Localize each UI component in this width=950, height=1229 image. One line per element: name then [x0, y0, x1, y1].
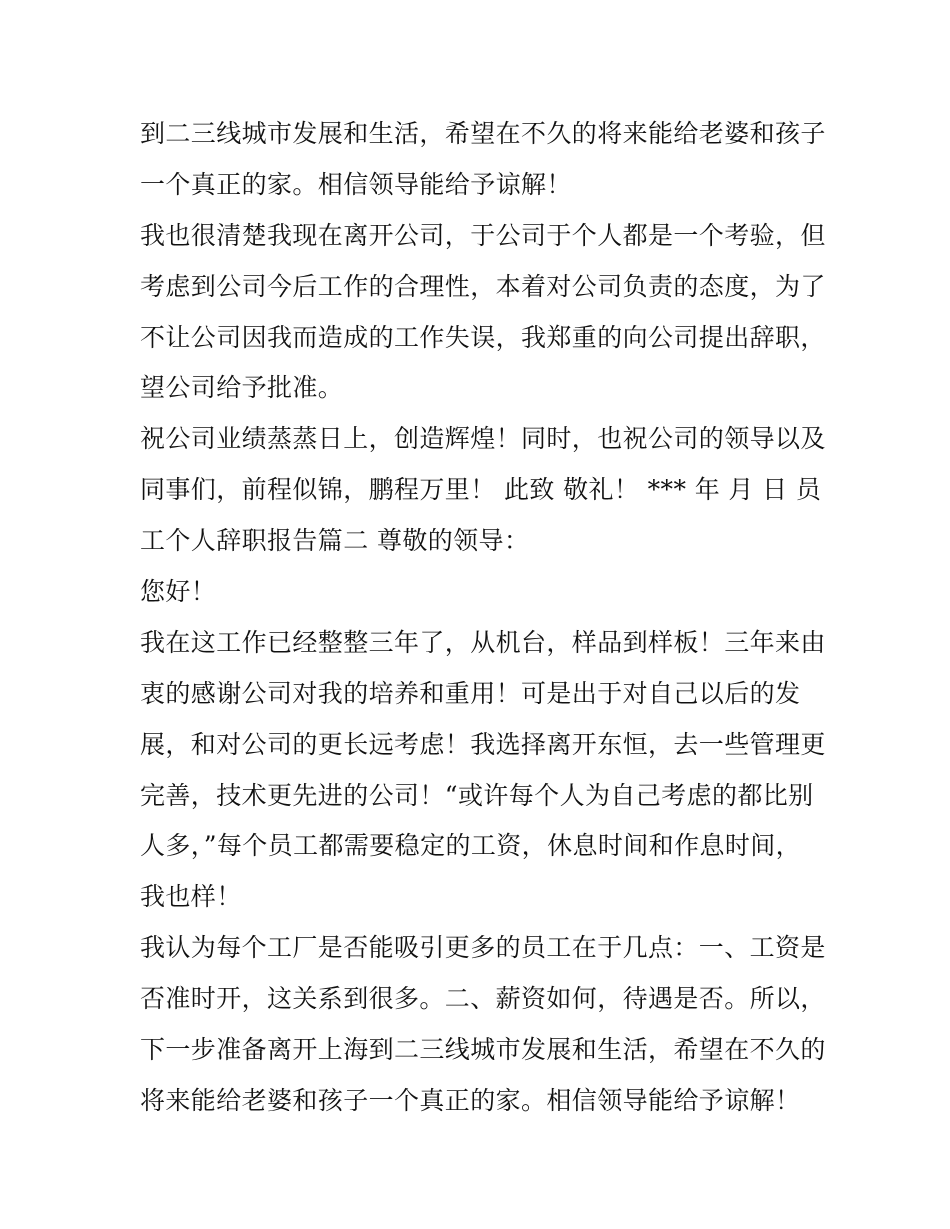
body-text [140, 109, 826, 1127]
text-line: 我在这工作已经整整三年了，从机台，样品到样板！三年来由 [140, 627, 826, 657]
text-line: 您好！ [140, 577, 217, 607]
text-line: 考虑到公司今后工作的合理性，本着对公司负责的态度，为了 [140, 271, 826, 301]
text-line: 展，和对公司的更长远考虑！我选择离开东恒，去一些管理更 [140, 729, 826, 759]
text-line: 到二三线城市发展和生活，希望在不久的将来能给老婆和孩子 [140, 119, 826, 148]
text-line: 人多，”每个员工都需要稳定的工资，休息时间和作息时间， [140, 831, 802, 861]
text-line: 完善，技术更先进的公司！“或许每个人为自己考虑的都比别 [140, 780, 814, 810]
text-line: 下一步准备离开上海到二三线城市发展和生活，希望在不久的 [140, 1035, 826, 1065]
text-line: 祝公司业绩蒸蒸日上，创造辉煌！同时，也祝公司的领导以及 [140, 424, 826, 454]
text-line: 一个真正的家。相信领导能给予谅解！ [140, 169, 572, 199]
text-line: 望公司给予批准。 [140, 373, 344, 403]
text-line: 不让公司因我而造成的工作失误，我郑重的向公司提出辞职， [140, 322, 826, 352]
text-line: 我认为每个工厂是否能吸引更多的员工在于几点：一、工资是 [140, 933, 826, 963]
text-line: 工个人辞职报告篇二 尊敬的领导： [140, 526, 530, 556]
text-line: 衷的感谢公司对我的培养和重用！可是出于对自己以后的发 [140, 678, 801, 708]
text-line: 同事们，前程似锦，鹏程万里！ 此致 敬礼！ *** 年 月 日 员 [140, 475, 822, 505]
text-line: 否准时开，这关系到很多。二、薪资如何，待遇是否。所以， [140, 984, 826, 1014]
text-line: 将来能给老婆和孩子一个真正的家。相信领导能给予谅解！ [140, 1085, 801, 1115]
text-line: 我也很清楚我现在离开公司，于公司于个人都是一个考验，但 [140, 220, 826, 250]
text-line: 我也样！ [140, 882, 242, 912]
